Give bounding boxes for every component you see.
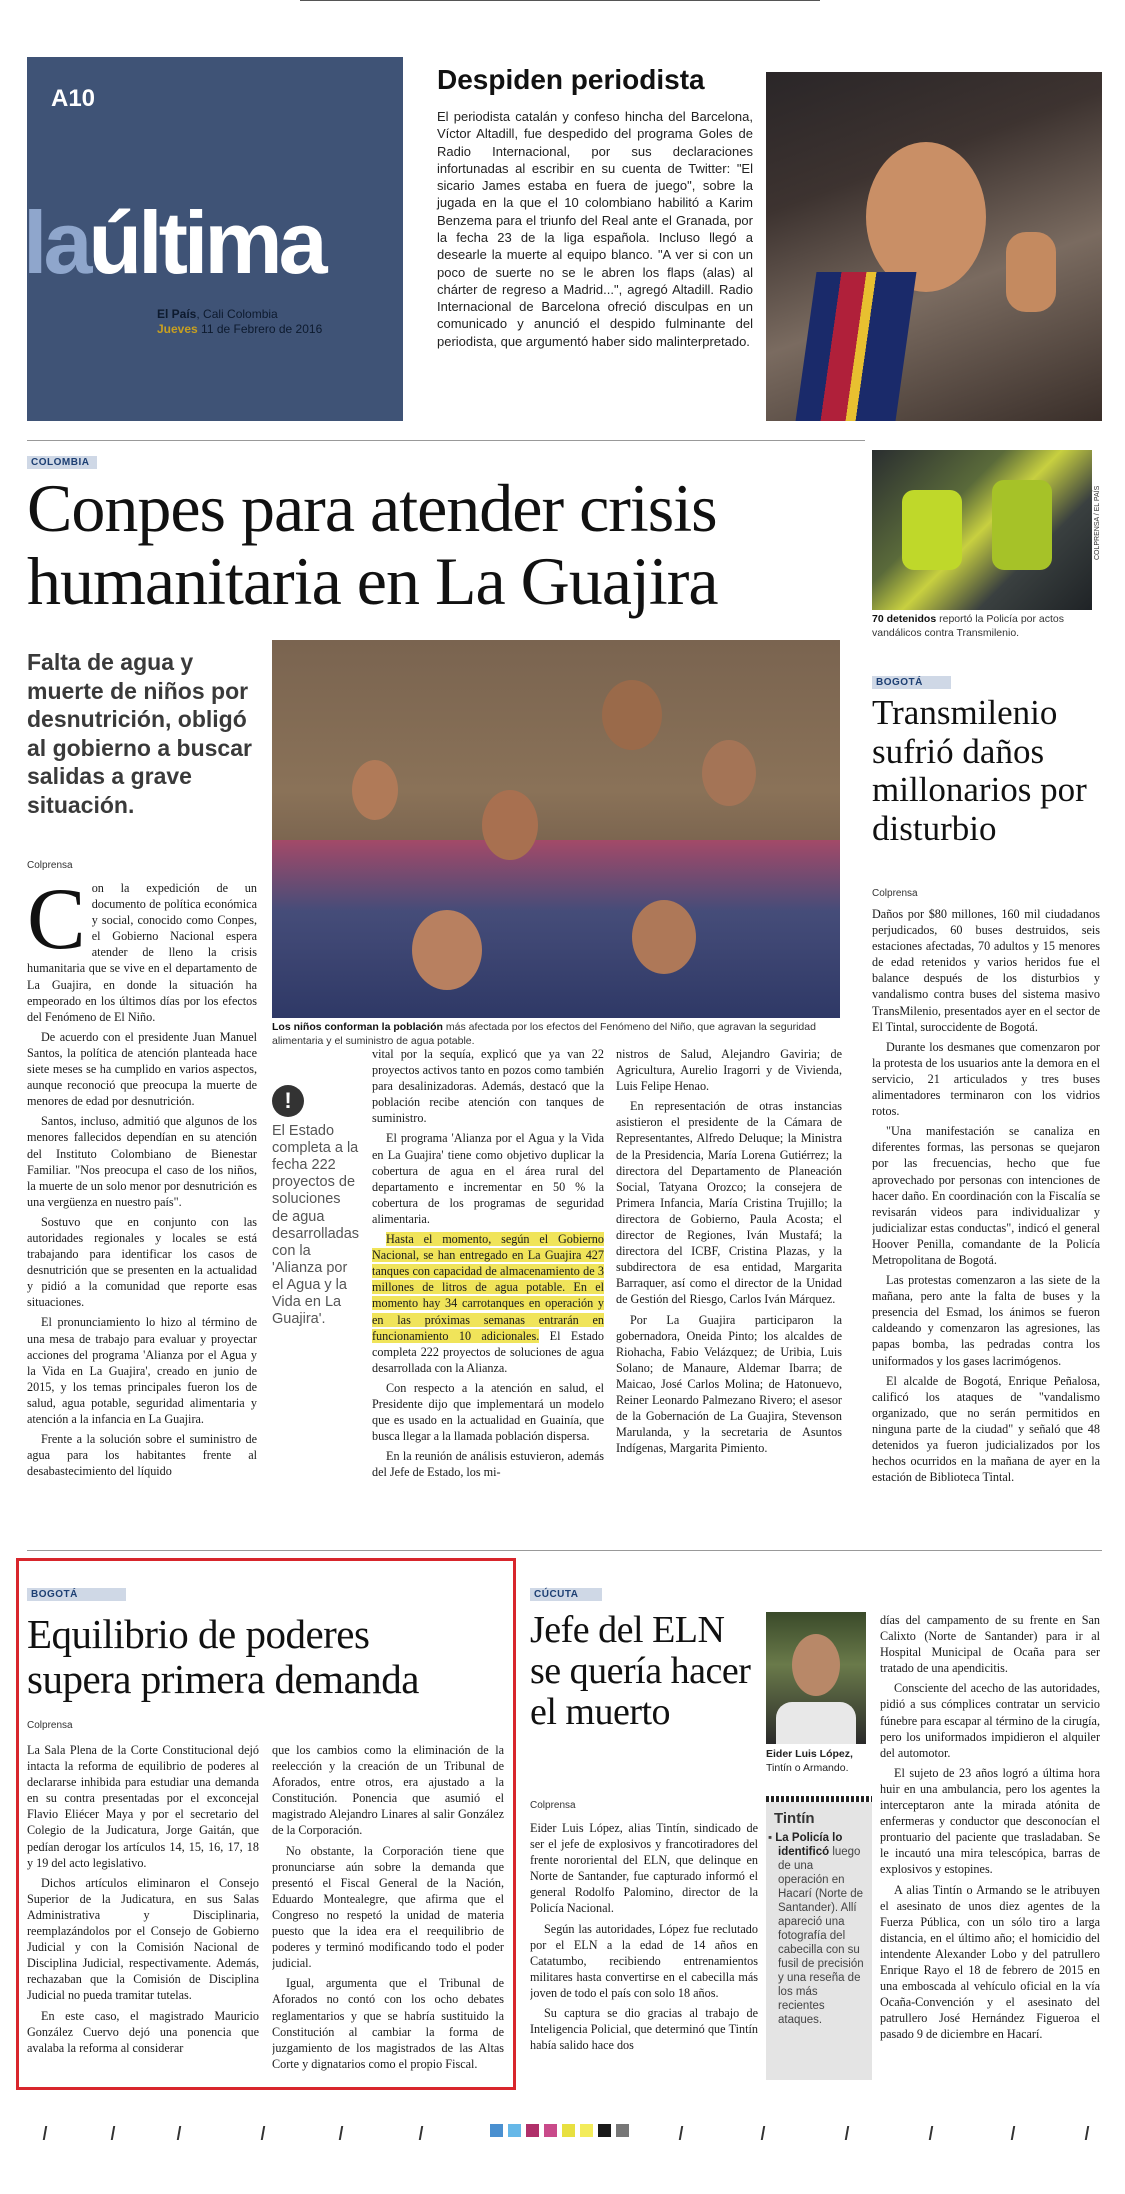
crop-mark: [177, 2126, 181, 2140]
paragraph: Daños por $80 millones, 160 mil ciudadanos perjudicados, 60 buses destruidos, seis estaciones afectadas, 70 adultos y 15 menores de edad retenidos y varios heridos fue el balance después de los disturbios y vandalismo contra buses del sistema masivo TransMilenio, presentados ayer en el sector de El Tintal, suroccidente de Bogotá.: [872, 907, 1100, 1034]
eln-tag-wrap: [530, 1584, 602, 1602]
crop-mark: [111, 2126, 115, 2140]
shirt-shape: [776, 1702, 856, 1744]
paragraph: Igual, argumenta que el Tribunal de Aforados no contó con los ocho debates reglamentarios y que se habría sustituido la Constitución al cambiar la forma de juzgamiento de los magistrados de las Altas Corte y dignatarios como el propio Fiscal.: [272, 1976, 504, 2071]
registration-swatch: [598, 2124, 611, 2137]
crop-mark: [43, 2126, 47, 2140]
equilibrio-headline: [27, 1612, 507, 1702]
main-story-tag-wrap: [27, 452, 97, 470]
tintin-box-body: luego de una operación en Hacarí (Norte de Santander). Allí apareció una fotografía del cabecilla con su fusil de precisión y una reseña de los más recientes ataques.: [778, 1846, 864, 2027]
equilibrio-col-2: [272, 1742, 504, 2080]
paragraph: Santos, incluso, admitió que algunos de los menores fallecidos dependían en su atención del Instituto Colombiano de Bienestar Familiar. "Nos preocupa el caso de los niños, la muerte de un solo menor por desnutrición es una vergüenza en nuestro país".: [27, 1114, 257, 1209]
paragraph: Su captura se dio gracias al trabajo de Inteligencia Policial, que determinó que Tintín había salido hace dos: [530, 2006, 758, 2053]
paragraph: En la reunión de análisis estuvieron, además del Jefe de Estado, los mi-: [372, 1449, 604, 1480]
main-story-tag: COLOMBIA: [27, 456, 97, 469]
factbox: [272, 1085, 360, 1328]
equilibrio-tag: BOGOTÁ: [27, 1588, 126, 1601]
child-figure: [632, 900, 696, 974]
paragraph-tail: El Estado completa 222 proyectos de soluciones de agua desarrollada con la Alianza.: [372, 1328, 604, 1375]
headline-line-2: humanitaria en La Guajira: [27, 543, 718, 620]
paragraph: Según las autoridades, López fue reclutado por el ELN a la edad de 14 años en Catatumbo, recibiendo entrenamientos militares hasta convertirse en el cabecilla más joven de todo el país con solo 18 años.: [530, 1921, 758, 2000]
paragraph: De acuerdo con el presidente Juan Manuel Santos, la política de atención planteada hace siete meses se ha cumplido en varios aspectos, aunque reconoció que preocupa la muerte de menores de edad por desnutrición.: [27, 1029, 257, 1109]
paragraph: Consciente del acecho de las autoridades, pidió a sus cómplices contratar un servicio fúnebre para escapar al término de la cirugía, pero los uniformados impidieron el alquiler del automotor.: [880, 1681, 1100, 1760]
transmilenio-credit: Colprensa: [872, 888, 918, 899]
registration-swatch: [526, 2124, 539, 2137]
child-figure: [482, 790, 538, 860]
photo-credit: COLPRENSA / EL PAÍS: [1094, 485, 1101, 560]
tintin-box: [766, 1802, 872, 2080]
paragraph: Frente a la solución sobre el suministro de agua para los habitantes frente al desabastecimiento del líquido: [27, 1432, 257, 1479]
registration-swatch: [544, 2124, 557, 2137]
scarf-shape: [796, 272, 917, 421]
paragraph: Eider Luis López, alias Tintín, sindicado de ser el jefe de explosivos y francotiradores del frente nororiental del ELN, que delinque en Norte de Santander, fue capturado informó el general Rodolfo Palomino, director de la Policía Nacional.: [530, 1821, 758, 1916]
paragraph: nistros de Salud, Alejandro Gaviria; de Agricultura, Aurelio Iragorri y de Vivienda, Luis Felipe Henao.: [616, 1047, 842, 1094]
paragraph: vital por la sequía, explicó que ya van 22 proyectos activos tanto en pozos como también para desalinizadoras. Además, destacó que la población recibe atención con tanques de suministro.: [372, 1047, 604, 1126]
portrait-name: Eider Luis López,: [766, 1748, 853, 1760]
children-photo: [272, 640, 840, 1018]
top-story-title: Despiden periodista: [437, 64, 705, 95]
crop-mark: [761, 2126, 765, 2140]
factbox-text: El Estado completa a la fecha 222 proyectos de soluciones de agua desarrolladas con la 'Alianza por el Agua y la Vida en La Guajira'.: [272, 1123, 360, 1328]
crop-mark: [261, 2126, 265, 2140]
woman-figure: [602, 680, 662, 750]
page-number: A10: [51, 85, 96, 112]
crop-mark: [419, 2126, 423, 2140]
main-story-col-4: [616, 1046, 842, 1528]
paragraph: Con respecto a la atención en salud, el Presidente dijo que implementará un modelo que es usado en la actualidad en Guainía, que busca llegar a la llamada población dispersa.: [372, 1380, 604, 1444]
main-story-col-3: [372, 1046, 604, 1528]
main-story-deck: Falta de agua y muerte de niños por desnutrición, obligó al gobierno a buscar salidas a grave situación.: [27, 649, 252, 818]
dateline: [157, 307, 322, 337]
tintin-box-text: ▪ La Policía lo identificó luego de una operación en Hacarí (Norte de Santander). Allí apareció una fotografía del cabecilla con su fusil de precisión y una reseña de los más recientes ataques.: [768, 1832, 864, 2027]
crop-mark: [845, 2126, 849, 2140]
police-photo-caption: [872, 613, 1092, 640]
section-title-la: la: [23, 193, 89, 292]
crop-mark: [1085, 2126, 1089, 2140]
thumb-shape: [1006, 232, 1056, 312]
crop-mark: [1011, 2126, 1015, 2140]
section-title: [23, 193, 324, 292]
paragraph: Dichos artículos eliminaron el Consejo Superior de la Judicatura, en sus Salas Administrativa y Disciplinaria, reemplazándolos por el Consejo de Gobierno Judicial y con la Comisión Nacional de Disciplina Judicial, respectivamente. Además, rechazaban que la Comisión de Disciplina Judicial no pueda tramitar tutelas.: [27, 1875, 259, 2003]
face-shape: [866, 142, 986, 292]
color-registration-bar: [490, 2124, 629, 2138]
equilibrio-col-1: [27, 1742, 259, 2080]
equilibrio-tag-wrap: [27, 1584, 126, 1602]
paragraph: No obstante, la Corporación tiene que pronunciarse aún sobre la demanda que presentó el Fiscal General de la Nación, Eduardo Montealegre, que afirma que el Congreso no respetó la unidad de materia puesto que la idea era el reequilibrio de poderes y terminó modificando todo el poder judicial.: [272, 1843, 504, 1971]
registration-swatch: [580, 2124, 593, 2137]
caption-text: reportó la Policía por actos vandálicos contra Transmilenio.: [872, 613, 1065, 639]
face-shape: [792, 1634, 840, 1696]
paragraph: El pronunciamiento lo hizo al término de una mesa de trabajo para evaluar y proyectar acciones del programa 'Alianza por el Agua y la Vida en La Guajira', creado en junio de 2015, y los temas principales fueron los de salud, agua potable, seguridad alimentaria y atención a la infancia en La Guajira.: [27, 1315, 257, 1426]
tintin-box-bold: La Policía lo identificó: [775, 1832, 843, 1859]
registration-swatch: [508, 2124, 521, 2137]
crop-mark: [339, 2126, 343, 2140]
headline-line-2: supera primera demanda: [27, 1656, 419, 1703]
drop-cap: C: [27, 880, 86, 968]
paragraph: A alias Tintín o Armando se le atribuyen el asesinato de unos diez agentes de la Fuerza Pública, con un sólo tiro a larga distancia, en el último año; el homicidio del intendente Alexander Lobo y del patrullero Enrique Rayo el 18 de febrero de 2015 en una emboscada al vehículo oficial en la vía Ocaña-Convención y el asesinato del patrullero José Hernández Figueroa el pasado 9 de diciembre en Hacarí.: [880, 1882, 1100, 2042]
officer-shape: [992, 480, 1052, 570]
portrait-photo: [766, 1612, 866, 1744]
tables-shape: [272, 840, 840, 1018]
paragraph: Por La Guajira participaron la gobernadora, Oneida Pinto; los alcaldes de Riohacha, Fabio Velázquez; de Uribia, Luis Solano; de Manaure, Aldemar Ibarra; de Maicao, José Carlos Molina; de Hatonuevo, Reiner Leonardo Palmezano Rivero; el asesor de la Gobernación de La Guajira, Stevenson Marulanda, y la secretaria de Asuntos Indígenas, Margarita Pimiento.: [616, 1312, 842, 1456]
crop-mark: [679, 2126, 683, 2140]
main-photo-caption: [272, 1021, 840, 1048]
paragraph: que los cambios como la eliminación de la reelección y la creación de un Tribunal de Aforados, entre otros, era ajustado a la Constitución. Ponencia que asumió el magistrado Alejandro Linares al salir González de la Corporación.: [272, 1743, 504, 1838]
caption-bold: 70 detenidos: [872, 613, 937, 625]
paragraph: días del campamento de su frente en San Calixto (Norte de Santander) para ir al Hospital Municipal de Ocaña para ser tratado de una apendicitis.: [880, 1613, 1100, 1676]
print-registration-line: [300, 0, 820, 1]
paragraph: El programa 'Alianza por el Agua y la Vida en La Guajira' tiene como objetivo duplicar la cobertura de agua en el área rural del departamento e incrementar en 50 % la cobertura de los programas de seguridad alimentaria.: [372, 1131, 604, 1226]
child-figure: [412, 910, 482, 990]
eln-col-1: [530, 1820, 758, 2080]
tintin-box-title: Tintín: [774, 1810, 815, 1827]
portrait-caption: [766, 1748, 876, 1775]
weekday: Jueves: [157, 322, 198, 336]
transmilenio-body: [872, 906, 1100, 1536]
paragraph: "Una manifestación se canaliza en diferentes formas, las personas se quejaron por las frecuencias, hecho que fue aprovechado por personas con intenciones de hacer daño. En coordinación con la Fiscalía se revisarán videos para individualizar y judicializar estas conductas", indicó el general Hoover Penilla, comandante de la Policía Metropolitana de Bogotá.: [872, 1124, 1100, 1267]
caption-text: más afectada por los efectos del Fenómeno del Niño, que agravan la seguridad alimentaria y el suministro de agua potable.: [272, 1021, 816, 1047]
headline-line-1: Equilibrio de poderes: [27, 1611, 370, 1657]
lead-paragraph: on la expedición de un documento de política económica y social, conocido como Conpes, el Gobierno Nacional espera atender de lleno la crisis humanitaria que se vive en el departamento de La Guajira, en donde la situación ha empeorado en los últimos días por los efectos del Fenómeno de El Niño.: [27, 881, 257, 1024]
city: , Cali Colombia: [196, 307, 278, 321]
paragraph: Las protestas comenzaron a las siete de la mañana, pero ante la falta de buses y la presencia del Esmad, los ánimos se fueron caldeando y comenzaron las agresiones, las papas bomba, las pedradas contra los uniformados y los gases lacrimógenos.: [872, 1273, 1100, 1368]
exclamation-icon: !: [272, 1085, 304, 1117]
paragraph: Sostuvo que en conjunto con las autoridades regionales y locales se está trabajando para identificar los casos de desnutrición que se presenten en la actualidad y pidió a la comunidad que reporte esas situaciones.: [27, 1214, 257, 1310]
section-title-ultima: última: [88, 193, 324, 292]
journalist-photo: [766, 72, 1102, 421]
paragraph: El sujeto de 23 años logró a última hora huir en una ambulancia, pero los agentes la interceptaron ante la mirada atónita de enfermeras y conductor que desconocían el prontuario del paciente que trasladaban. Se le incautó una mira telescópica, barras de explosivos y estopines.: [880, 1765, 1100, 1877]
child-figure: [352, 760, 398, 820]
equilibrio-credit: Colprensa: [27, 1720, 73, 1731]
highlighted-text: Hasta el momento, según el Gobierno Nacional, se han entregado en La Guajira 427 tanques con capacidad de almacenamiento de 3 millones de litros de agua potable. En el momento hay 34 carrotanques en operación y en las próximas semanas entrarán en funcionamiento 10 adicionales.: [372, 1232, 604, 1343]
registration-swatch: [616, 2124, 629, 2137]
crop-mark: [929, 2126, 933, 2140]
eln-tag: CÚCUTA: [530, 1588, 602, 1601]
print-marks-strip: [0, 2108, 1125, 2194]
eln-col-2: [880, 1612, 1100, 2082]
registration-swatch: [490, 2124, 503, 2137]
date: 11 de Febrero de 2016: [197, 322, 323, 336]
caption-bold: Los niños conforman la población: [272, 1021, 443, 1033]
portrait-alias: Tintín o Armando.: [766, 1761, 849, 1774]
police-photo: [872, 450, 1092, 610]
main-story-col-1: [27, 880, 257, 1528]
main-story-credit: Colprensa: [27, 860, 73, 871]
paragraph: En este caso, el magistrado Mauricio González Cuervo dejó una ponencia que avalaba la reforma al considerar: [27, 2008, 259, 2055]
paragraph: La Sala Plena de la Corte Constitucional dejó intacta la reforma de equilibrio de poderes al declararse inhibida para estudiar una demanda en su contra presentadas por el exconcejal Flavio Eliécer Maya y por el secretario del Colegio de la Judicatura, Jorge Gaitán, que pedían derogar los artículos 14, 15, 16, 17, 18 y 19 del acto legislativo.: [27, 1743, 259, 1870]
transmilenio-tag: BOGOTÁ: [872, 676, 951, 689]
headline-line-1: Conpes para atender crisis: [27, 470, 717, 546]
transmilenio-tag-wrap: [872, 672, 951, 690]
paper-name: El País: [157, 307, 197, 321]
paragraph: Durante los desmanes que comenzaron por la protesta de los usuarios ante la demora en el servicio, 21 articulados y tres buses alimentadores terminaron con los vidrios rotos.: [872, 1039, 1100, 1119]
top-story-body: El periodista catalán y confeso hincha del Barcelona, Víctor Altadill, fue despedido del programa Goles de Radio Internacional, por sus declaraciones infortunadas al escribir en su cuenta de Twitter: "El sicario James estaba en fuera de juego", sobre la jugada en la que el 10 colombiano habilitó a Karim Benzema para el triunfo del Real ante el Granada, por la fecha 23 de la liga española. Incluso llegó a desearle la muerte al equipo blanco. "A ver si con un poco de suerte no se le abren los flaps (alas) al chárter de regreso a Madrid...", agregó Altadill. Radio Internacional de Barcelona ofreció disculpas en un comunicado y anunció el despido fulminante del periodista, que argumentó haber sido malinterpretado.: [437, 109, 753, 349]
paragraph: El alcalde de Bogotá, Enrique Peñalosa, calificó los ataques de "vandalismo organizado, que no serán permitidos en ninguna parte de la ciudad" y señaló que 48 detenidos ya fueron judicializados por los hechos ocurridos en la mañana de ayer en la estación de Biblioteca Tintal.: [872, 1373, 1100, 1485]
officer-shape: [902, 490, 962, 570]
child-figure: [702, 740, 756, 806]
eln-credit: Colprensa: [530, 1800, 576, 1811]
eln-headline: Jefe del ELN se quería hacer el muerto: [530, 1609, 751, 1734]
registration-swatch: [562, 2124, 575, 2137]
separator: [27, 1550, 1102, 1551]
separator: [27, 440, 865, 441]
main-story-headline: [27, 472, 867, 619]
section-header-block: [23, 57, 403, 421]
transmilenio-headline: Transmilenio sufrió daños millonarios por disturbio: [872, 693, 1087, 848]
paragraph: En representación de otras instancias asistieron el presidente de la Cámara de Representantes, Alfredo Deluque; la Ministra de la Presidencia, María Lorena Gutiérrez; la directora del Departamento de Planeación Social, Tatyana Orozco; la consejera de Primera Infancia, María Cristina Trujillo; la directora de Gobierno, Paula Acosta; el director de Regiones, Iván Mustafá; la directora del ICBF, Cristina Plazas, y la subdirectora de esa entidad, Margarita Barraquer, así como el director de la Unidad de Gestión del Riesgo, Carlos Iván Márquez.: [616, 1099, 842, 1307]
